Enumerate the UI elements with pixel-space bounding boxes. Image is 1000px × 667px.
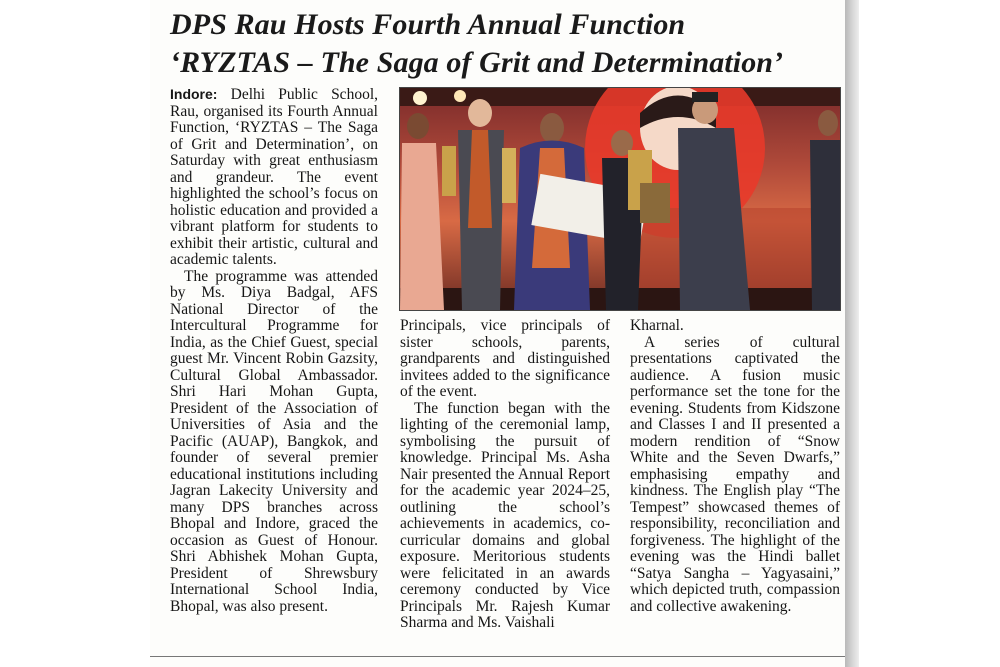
paragraph: The function began with the lighting of the ceremonial lamp, symbolising the pursuit of knowledge. Principal Ms. Asha Nair presented the Annual Report for the academic year 2024–25, outlining the school’s achievements in academics, co-curricular domains and global exposure. Meritorious students were felicitated in an awards ceremony conducted by Vice Principals Mr. Rajesh Kumar Sharma and Ms. Vaishali: [400, 399, 610, 631]
article-headline: [170, 6, 840, 82]
paragraph: Kharnal.: [630, 317, 684, 334]
article-column-2: [400, 318, 610, 652]
person-head: [407, 113, 429, 139]
trophy: [502, 148, 516, 203]
paragraph: A series of cultural presentations captivated the audience. A fusion music performance set the tone for the evening. Students from Kidszone and Classes I and II presented a modern rendition of “Snow White and the Seven Dwarfs,” emphasising empathy and kindness. The English play “The Tempest” showcased themes of responsibility, reconciliation and forgiveness. The highlight of the evening was the Hindi ballet “Satya Sangha – Yagyasaini,” which depicted truth, compassion and collective awakening.: [630, 333, 840, 615]
event-photo: [400, 88, 840, 310]
headline-line-2: ‘RYZTAS – The Saga of Grit and Determination’: [170, 46, 784, 79]
trophy: [442, 146, 456, 196]
dateline: Indore:: [170, 86, 218, 102]
headline-line-1: DPS Rau Hosts Fourth Annual Function: [170, 8, 686, 41]
person-head: [468, 99, 492, 127]
paragraph: [170, 86, 378, 269]
cap: [692, 92, 718, 102]
plaque: [640, 183, 670, 223]
paragraph: The programme was attended by Ms. Diya Badgal, AFS National Director of the Intercultural Programme for India, as the Chief Guest, special guest Mr. Vincent Robin Gazsity, Cultural Global Ambassador. Shri Hari Mohan Gupta, President of the Association of Universities of Asia and the Pacific (AUAP), Bangkok, and founder of several premier educational institutions including Jagran Lakecity University and many DPS branches across Bhopal and Indore, graced the occasion as Guest of Honour. Shri Abhishek Mohan Gupta, President of Shrewsbury International School India, Bhopal, was also present.: [170, 267, 378, 615]
page-gutter-shadow: [845, 0, 859, 667]
stage-light: [454, 90, 466, 102]
bottom-rule: [150, 656, 845, 657]
paragraph-text: Delhi Public School, Rau, organised its Fourth Annual Function, ‘RYZTAS – The Saga of Grit and Determination’, on Saturday with great enthusiasm and grandeur. The event highlighted the school’s focus on holistic education and provided a vibrant platform for students to exhibit their artistic, cultural and academic talents.: [170, 86, 378, 268]
person-head: [540, 113, 564, 143]
article-column-1: [170, 86, 378, 652]
event-photo-illustration: [400, 88, 840, 310]
person-figure: [810, 140, 840, 310]
paragraph: Principals, vice principals of sister schools, parents, grandparents and distinguished invitees added to the significance of the event.: [400, 317, 610, 400]
person-head: [818, 110, 838, 136]
person-figure: [400, 143, 444, 310]
stage-light: [413, 91, 427, 105]
article-column-3: [630, 318, 840, 652]
stole: [468, 130, 492, 228]
